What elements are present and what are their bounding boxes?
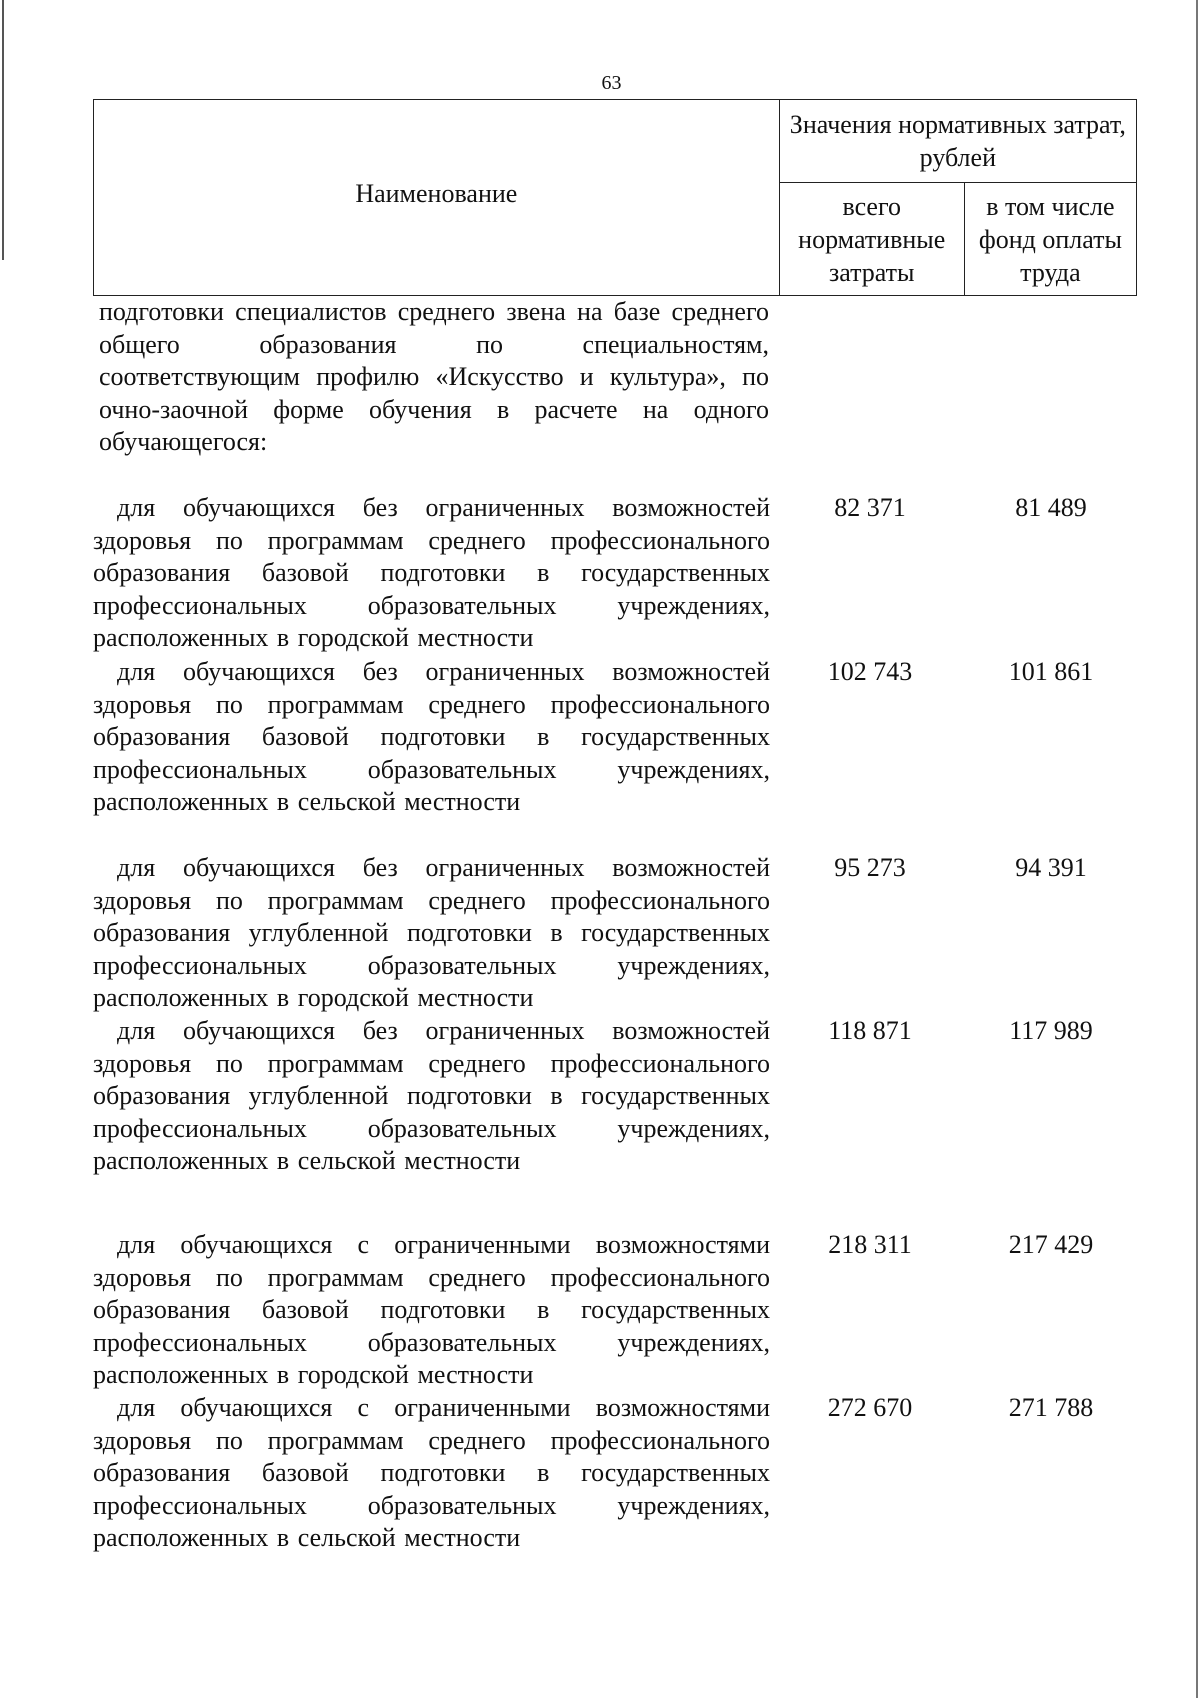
row-total-value: 82 371 (834, 493, 906, 522)
row-wage-value: 81 489 (1015, 493, 1087, 522)
row-description: для обучающихся без ограниченных возможностей здоровья по программам среднего профессионального образования углубленной подготовки в государственных профессиональных образовательных учреждениях, расположенных в сельской местности (93, 1016, 770, 1175)
row-description: для обучающихся без ограниченных возможностей здоровья по программам среднего профессионального образования базовой подготовки в государственных профессиональных образовательных учреждениях, расположенных в сельской местности (93, 657, 770, 816)
row-description: для обучающихся без ограниченных возможностей здоровья по программам среднего профессионального образования углубленной подготовки в государственных профессиональных образовательных учреждениях, расположенных в городской местности (93, 853, 770, 1012)
row-wage-value: 271 788 (1008, 1393, 1094, 1422)
intro-paragraph: подготовки специалистов среднего звена на базе среднего общего образования по специальностям, соответствующим профилю «Искусство и культура», по очно-заочной форме обучения в расчете на одного обучающегося: (99, 297, 769, 456)
header-total-column: всего нормативные затраты (779, 183, 964, 296)
row-wage-value: 94 391 (1015, 853, 1087, 882)
row-total-value: 102 743 (827, 657, 913, 686)
row-total-value: 218 311 (828, 1230, 912, 1259)
row-total-value: 95 273 (834, 853, 906, 882)
table-header (93, 99, 1137, 296)
header-name-column: Наименование (94, 100, 780, 296)
scan-left-edge-line (2, 0, 4, 260)
row-description: для обучающихся без ограниченных возможностей здоровья по программам среднего профессионального образования базовой подготовки в государственных профессиональных образовательных учреждениях, расположенных в городской местности (93, 493, 770, 652)
header-wage-column: в том числе фонд оплаты труда (964, 183, 1136, 296)
header-values-group: Значения нормативных затрат, рублей (779, 100, 1136, 183)
row-wage-value: 101 861 (1008, 657, 1094, 686)
scan-right-edge-line (1196, 0, 1198, 1698)
row-description: для обучающихся с ограниченными возможностями здоровья по программам среднего профессионального образования базовой подготовки в государственных профессиональных образовательных учреждениях, расположенных в сельской местности (93, 1393, 770, 1552)
row-wage-value: 217 429 (1008, 1230, 1094, 1259)
row-total-value: 118 871 (828, 1016, 912, 1045)
row-total-value: 272 670 (827, 1393, 913, 1422)
row-wage-value: 117 989 (1009, 1016, 1093, 1045)
row-description: для обучающихся с ограниченными возможностями здоровья по программам среднего профессионального образования базовой подготовки в государственных профессиональных образовательных учреждениях, расположенных в городской местности (93, 1230, 770, 1389)
page-number: 63 (601, 72, 622, 94)
